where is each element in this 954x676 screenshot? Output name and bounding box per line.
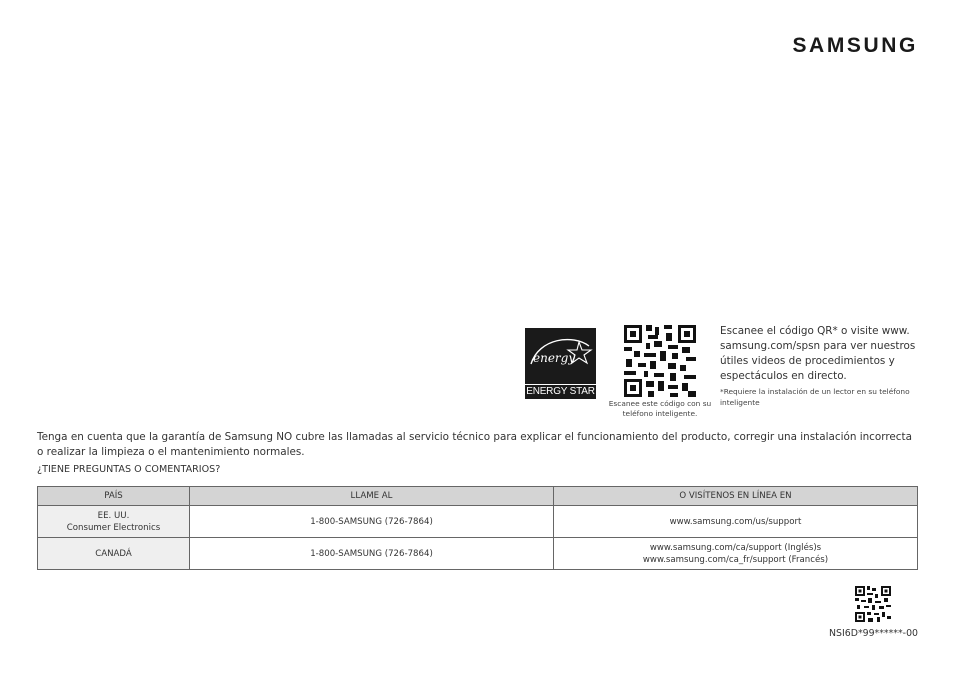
web-cell — [554, 538, 918, 570]
energy-script-text: energy — [533, 351, 576, 365]
table-row — [38, 538, 918, 570]
column-header-country: PAÍS — [38, 487, 190, 506]
qr-caption: Escanee este código con su teléfono inteligente. — [608, 399, 712, 418]
table-row — [38, 506, 918, 538]
support-link-french[interactable]: www.samsung.com/ca_fr/support (Francés) — [642, 554, 829, 565]
phone-cell: 1-800-SAMSUNG (726-7864) — [190, 506, 554, 538]
energy-star-label: ENERGY STAR — [526, 386, 595, 397]
qr-footnote: *Requiere la instalación de un lector en su teléfono inteligente — [720, 387, 910, 407]
energy-star-logo — [525, 328, 596, 399]
warranty-note: Tenga en cuenta que la garantía de Samsung NO cubre las llamadas al servicio técnico para explicar el funcionamiento del producto, corregir una instalación incorrecta o realizar la limpieza o el mantenimiento normales. — [37, 431, 912, 458]
qr-code-icon — [624, 325, 696, 397]
support-link[interactable]: www.samsung.com/us/support — [669, 516, 802, 527]
country-cell — [38, 506, 190, 538]
samsung-logo: SAMSUNG — [792, 34, 918, 57]
energy-star-icon — [525, 328, 596, 385]
country-cell — [38, 538, 190, 570]
document-code: NSI6D*99******-00 — [829, 628, 918, 639]
support-link-english[interactable]: www.samsung.com/ca/support (Inglés)s — [649, 542, 822, 553]
column-header-phone: LLAME AL — [190, 487, 554, 506]
country-name: CANADÁ — [95, 548, 132, 559]
country-name: EE. UU. — [97, 510, 130, 521]
country-division: Consumer Electronics — [66, 522, 161, 533]
column-header-web: O VISÍTENOS EN LÍNEA EN — [554, 487, 918, 506]
questions-heading: ¿TIENE PREGUNTAS O COMENTARIOS? — [37, 464, 221, 475]
qr-instructions: Escanee el código QR* o visite www. samsung.com/spsn para ver nuestros útiles videos de procedimientos y espectáculos en directo. — [720, 325, 916, 382]
support-contact-table — [37, 486, 918, 570]
web-cell — [554, 506, 918, 538]
small-qr-code-icon — [855, 586, 891, 622]
table-header-row — [38, 487, 918, 506]
phone-cell: 1-800-SAMSUNG (726-7864) — [190, 538, 554, 570]
